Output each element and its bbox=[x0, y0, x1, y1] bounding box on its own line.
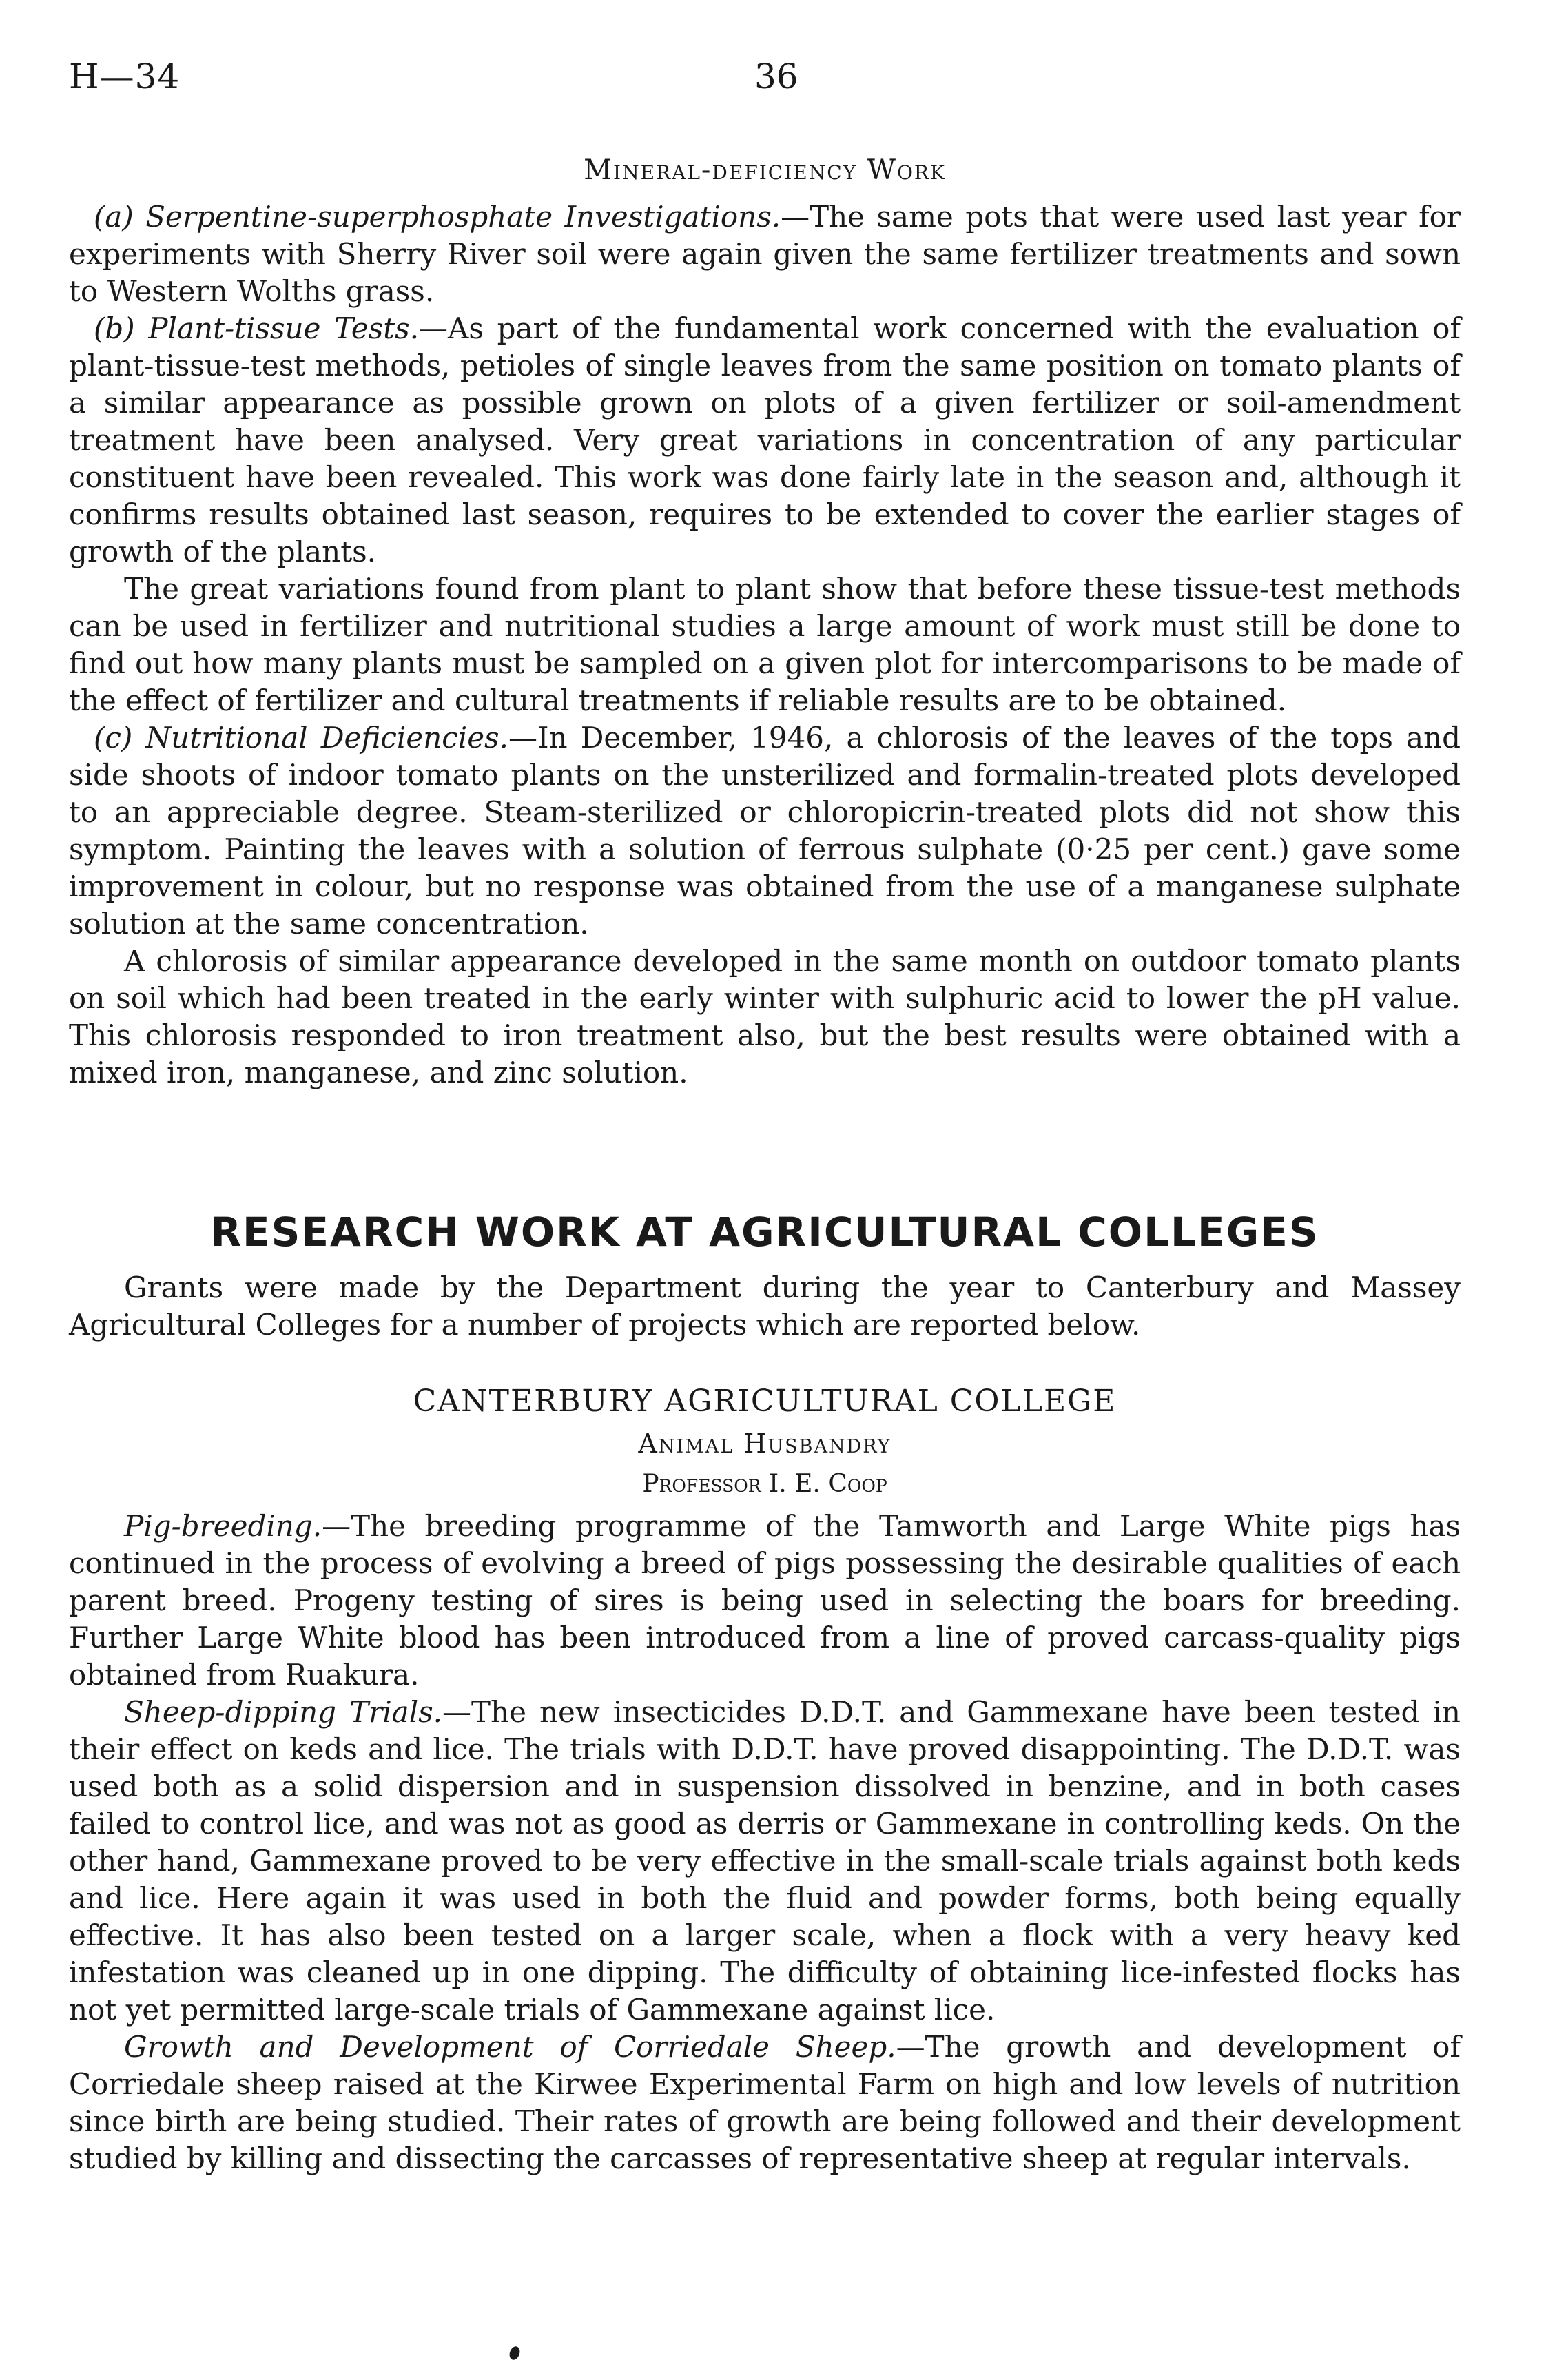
college-title: CANTERBURY AGRICULTURAL COLLEGE bbox=[413, 1384, 1117, 1419]
author-name: Professor I. E. Coop bbox=[642, 1470, 887, 1498]
document-code: H—34 bbox=[69, 57, 181, 96]
paragraph-text: The great variations found from plant to plant show that before these tissue-test methods can be used in fertilizer and nutritional studies a large amount of work must still be done to find out how many plants must be sampled on a given plot for intercomparisons to be made of the effect of fertilizer and cultural treatments if reliable results are to be obtained. bbox=[69, 572, 1461, 717]
paragraph-plant-tissue bbox=[69, 310, 1461, 571]
page-header bbox=[69, 48, 1461, 110]
paragraph-lead: (b) Plant-tissue Tests. bbox=[94, 311, 420, 345]
bullet-mark bbox=[508, 2345, 522, 2361]
paragraph-lead: Pig-breeding. bbox=[124, 1509, 322, 1543]
paragraph-corriedale bbox=[69, 2029, 1461, 2177]
paragraph-text: —The same pots that were used last year for experiments with Sherry River soil were again given the same fertilizer treatments and sown to Western Wolths grass. bbox=[69, 200, 1461, 308]
paragraph-lead: Growth and Development of Corriedale Sheep. bbox=[124, 2030, 896, 2064]
mineral-deficiency-heading: Mineral-deficiency Work bbox=[584, 154, 946, 186]
paragraph-sheep-dipping bbox=[69, 1694, 1461, 2029]
paragraph-text: —The breeding programme of the Tamworth and Large White pigs has continued in the process of evolving a breed of pigs possessing the desirable qualities of each parent breed. Progeny testing of sires is being used in selecting the boars for breeding. Further Large White blood has been introduced from a line of proved carcass-quality pigs obtained from Ruakura. bbox=[69, 1509, 1461, 1692]
paragraph-variations bbox=[69, 571, 1461, 719]
paragraph-serpentine bbox=[69, 198, 1461, 310]
page-number: 36 bbox=[754, 57, 798, 96]
paragraph-lead: Sheep-dipping Trials. bbox=[124, 1695, 443, 1729]
paragraph-text: A chlorosis of similar appearance developed in the same month on outdoor tomato plants on soil which had been treated in the early winter with sulphuric acid to lower the pH value. This chlorosis responded to iron treatment also, but the best results were obtained with a mixed iron, manganese, and zinc solution. bbox=[69, 944, 1461, 1089]
research-heading: RESEARCH WORK AT AGRICULTURAL COLLEGES bbox=[210, 1209, 1319, 1255]
paragraph-text: —In December, 1946, a chlorosis of the leaves of the tops and side shoots of indoor tomato plants on the unsterilized and formalin-treated plots developed to an appreciable degree. Steam-sterilized or chloropicrin-treated plots did not show this symptom. Painting the leaves with a solution of ferrous sulphate (0·25 per cent.) gave some improvement in colour, but no response was obtained from the use of a manganese sulphate solution at the same concentration. bbox=[69, 721, 1461, 941]
paragraph-lead: (a) Serpentine-superphosphate Investigations. bbox=[94, 200, 781, 234]
paragraph-text: —The new insecticides D.D.T. and Gammexane have been tested in their effect on keds and lice. The trials with D.D.T. have proved disappointing. The D.D.T. was used both as a solid dispersion and in suspension dissolved in benzine, and in both cases failed to control lice, and was not as good as derris or Gammexane in controlling keds. On the other hand, Gammexane proved to be very effective in the small-scale trials against both keds and lice. Here again it was used in both the fluid and powder forms, both being equally effective. It has also been tested on a larger scale, when a flock with a very heavy ked infestation was cleaned up in one dipping. The difficulty of obtaining lice-infested flocks has not yet permitted large-scale trials of Gammexane against lice. bbox=[69, 1695, 1461, 2027]
paragraph-pig-breeding bbox=[69, 1508, 1461, 1694]
paragraph-text: —The growth and development of Corriedale sheep raised at the Kirwee Experimental Farm on high and low levels of nutrition since birth are being studied. Their rates of growth are being followed and their development studied by killing and dissecting the carcasses of representative sheep at regular intervals. bbox=[69, 2030, 1461, 2175]
paragraph-chlorosis bbox=[69, 943, 1461, 1091]
paragraph-lead: (c) Nutritional Deficiencies. bbox=[94, 721, 508, 755]
research-intro: Grants were made by the Department during the year to Canterbury and Massey Agricultural Colleges for a number of projects which are reported below. bbox=[69, 1271, 1461, 1342]
page bbox=[69, 48, 1461, 2177]
paragraph-nutritional bbox=[69, 719, 1461, 943]
paragraph-text: —As part of the fundamental work concerned with the evaluation of plant-tissue-test methods, petioles of single leaves from the same position on tomato plants of a similar appearance as possible grown on plots of a given fertilizer or soil-amendment treatment have been analysed. Very great variations in concentration of any particular constituent have been revealed. This work was done fairly late in the season and, although it confirms results obtained last season, requires to be extended to cover the earlier stages of growth of the plants. bbox=[69, 311, 1461, 568]
section-title: Animal Husbandry bbox=[638, 1428, 891, 1459]
